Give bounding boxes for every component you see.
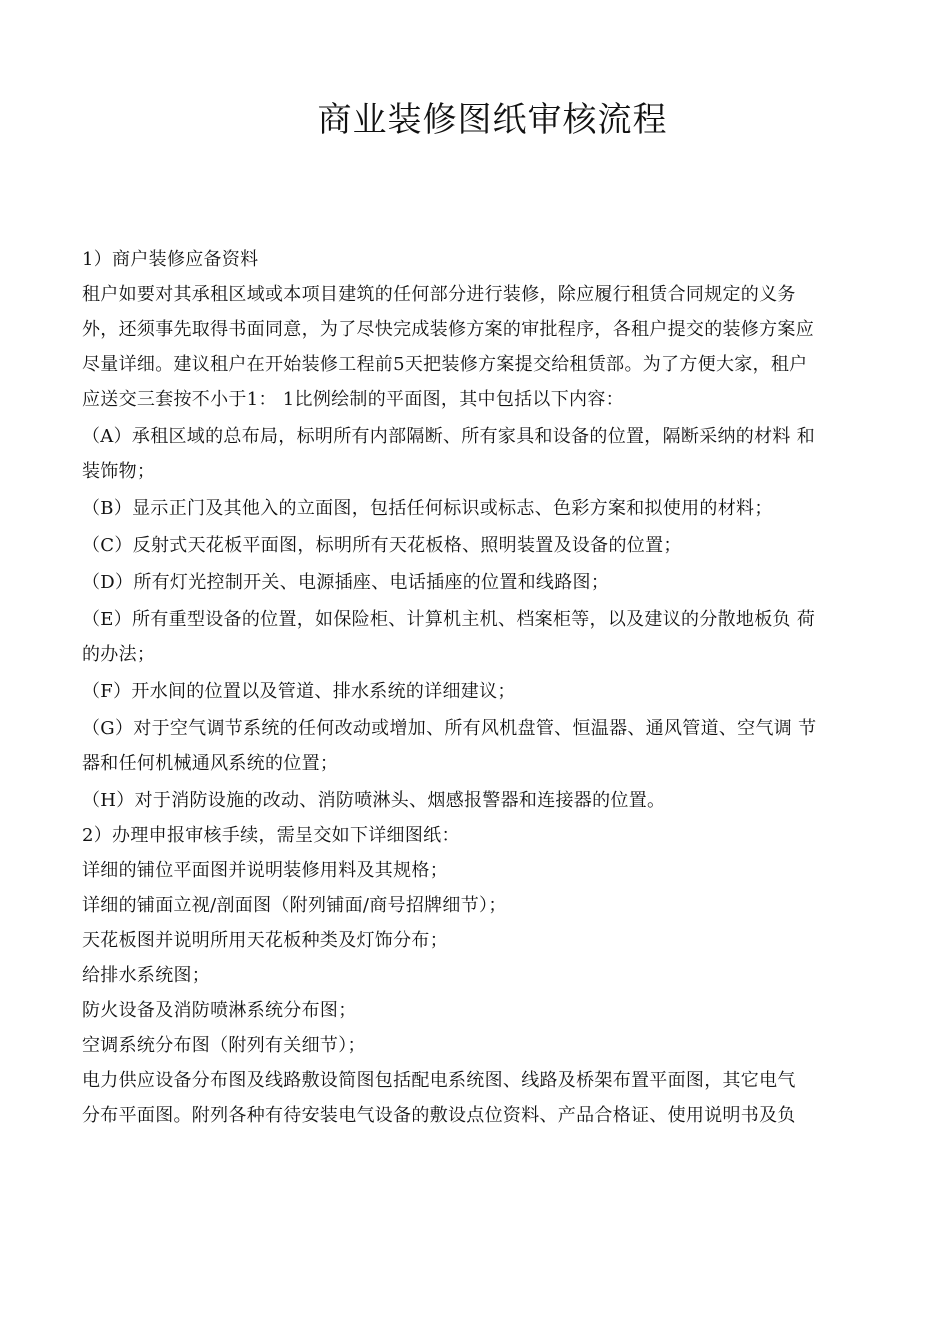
- paragraph-line: 应送交三套按不小于1： 1比例绘制的平面图，其中包括以下内容：: [82, 389, 624, 410]
- document-title: 商业装修图纸审核流程: [317, 100, 668, 140]
- list-item-f: （F）开水间的位置以及管道、排水系统的详细建议；: [82, 681, 516, 702]
- list-item-g: （G）对于空气调节系统的任何改动或增加、所有风机盘管、恒温器、通风管道、空气调 节: [82, 718, 817, 739]
- list-item-g-cont: 器和任何机械通风系统的位置；: [82, 753, 339, 774]
- list-item-c: （C）反射式天花板平面图，标明所有天花板格、照明装置及设备的位置；: [82, 535, 682, 556]
- drawing-item: 防火设备及消防喷淋系统分布图；: [82, 1000, 357, 1021]
- drawing-item: 详细的铺位平面图并说明装修用料及其规格；: [82, 860, 448, 881]
- list-item-h: （H）对于消防设施的改动、消防喷淋头、烟感报警器和连接器的位置。: [82, 790, 666, 811]
- section-heading-1: 1）商户装修应备资料: [82, 249, 259, 270]
- drawing-item: 空调系统分布图（附列有关细节）；: [82, 1035, 366, 1056]
- list-item-e: （E）所有重型设备的位置，如保险柜、计算机主机、档案柜等，以及建议的分散地板负 荷: [82, 609, 816, 630]
- paragraph-line: 尽量详细。建议租户在开始装修工程前5天把装修方案提交给租赁部。为了方便大家，租户: [82, 354, 808, 375]
- drawing-item-cont: 分布平面图。附列各种有待安装电气设备的敷设点位资料、产品合格证、使用说明书及负: [82, 1105, 796, 1126]
- section-heading-2: 2）办理申报审核手续，需呈交如下详细图纸：: [82, 825, 460, 846]
- drawing-item: 详细的铺面立视/剖面图（附列铺面/商号招牌细节）；: [82, 895, 507, 916]
- list-item-e-cont: 的办法；: [82, 644, 156, 665]
- list-item-a-cont: 装饰物；: [82, 461, 156, 482]
- drawing-item: 天花板图并说明所用天花板种类及灯饰分布；: [82, 930, 448, 951]
- drawing-item: 给排水系统图；: [82, 965, 211, 986]
- drawing-item: 电力供应设备分布图及线路敷设简图包括配电系统图、线路及桥架布置平面图，其它电气: [82, 1070, 796, 1091]
- paragraph-line: 租户如要对其承租区域或本项目建筑的任何部分进行装修，除应履行租赁合同规定的义务: [82, 284, 796, 305]
- paragraph-line: 外，还须事先取得书面同意，为了尽快完成装修方案的审批程序，各租户提交的装修方案应: [82, 319, 814, 340]
- document-body: [82, 242, 904, 1133]
- list-item-b: （B）显示正门及其他入的立面图，包括任何标识或标志、色彩方案和拟使用的材料；: [82, 498, 773, 519]
- list-item-d: （D）所有灯光控制开关、电源插座、电话插座的位置和线路图；: [82, 572, 610, 593]
- list-item-a: （A）承租区域的总布局，标明所有内部隔断、所有家具和设备的位置，隔断采纳的材料 和: [82, 426, 816, 447]
